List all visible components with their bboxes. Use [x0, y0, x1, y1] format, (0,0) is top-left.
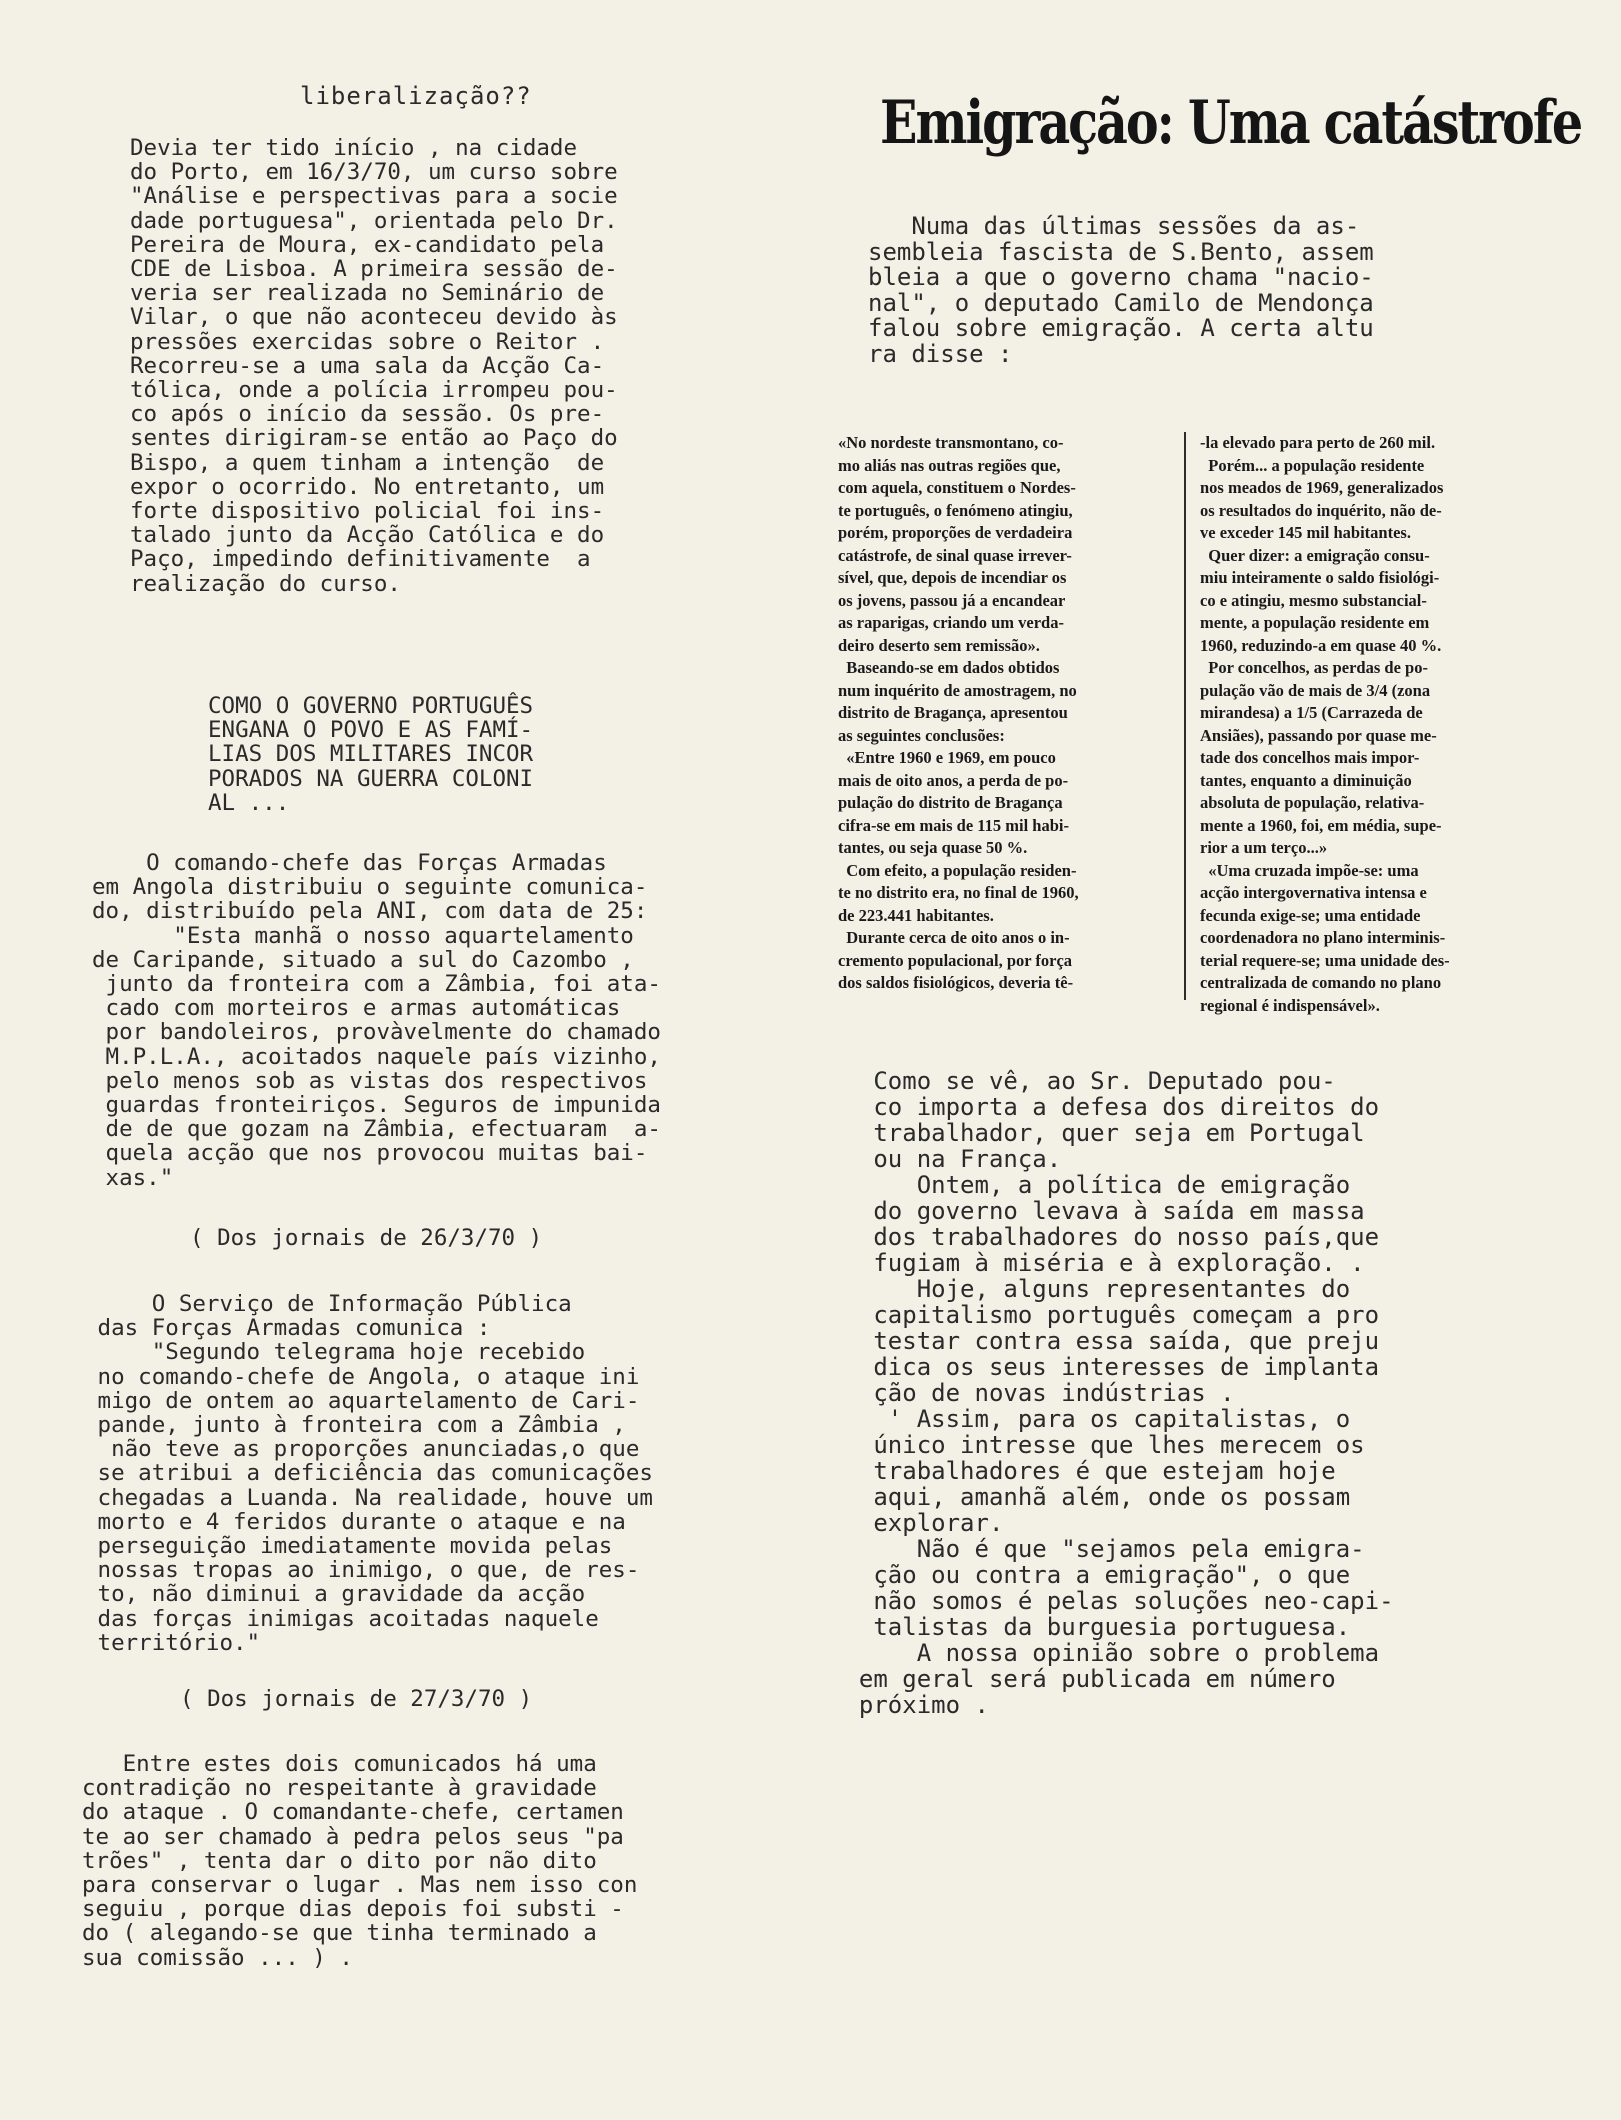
text-line: em Angola distribuiu o seguinte comunica-: [92, 874, 648, 901]
text-line: do ataque . O comandante-chefe, certamen: [82, 1799, 624, 1826]
text-line: Ontem, a política de emigração: [830, 1171, 1351, 1199]
clipping-line: mais de oito anos, a perda de po-: [838, 770, 1069, 790]
text-line: do Porto, em 16/3/70, um curso sobre: [130, 159, 618, 186]
text-line: guardas fronteiriços. Seguros de impunida: [92, 1092, 661, 1119]
text-line: dica os seus interesses de implanta: [830, 1353, 1380, 1381]
clipping-line: pulação do distrito de Bragança: [838, 793, 1063, 812]
clipping-line: de 223.441 habitantes.: [838, 905, 994, 925]
clipping-line: -la elevado para perto de 260 mil.: [1200, 433, 1436, 452]
text-line: do, distribuído pela ANI, com data de 25:: [92, 898, 648, 925]
clipping-line: as seguintes conclusões:: [838, 725, 1005, 745]
clipping-line: Com efeito, a população residen-: [838, 860, 1077, 880]
text-line: realização do curso.: [130, 570, 401, 597]
analysis-paragraph: [82, 1752, 772, 1970]
text-line: pande, junto à fronteira com a Zâmbia ,: [84, 1412, 626, 1439]
text-line: perseguição imediatamente movida pelas: [84, 1533, 613, 1560]
text-line: forte dispositivo policial foi ins-: [130, 498, 605, 525]
clipping-line: miu inteiramente o saldo fisiológi-: [1200, 568, 1440, 587]
clipping-line: Baseando-se em dados obtidos: [838, 658, 1060, 677]
text-line: Hoje, alguns representantes do: [830, 1275, 1351, 1303]
text-line: capitalismo português começam a pro: [830, 1301, 1380, 1329]
text-line: "Análise e perspectivas para a socie: [130, 183, 618, 210]
text-line: PORADOS NA GUERRA COLONI: [208, 765, 534, 792]
clipping-line: «Uma cruzada impõe-se: uma: [1200, 860, 1419, 880]
text-line: do ( alegando-se que tinha terminado a: [82, 1920, 597, 1947]
text-line: Não é que "sejamos pela emigra-: [830, 1535, 1365, 1563]
text-line: Vilar, o que não aconteceu devido às: [130, 304, 618, 331]
text-line: ' Assim, para os capitalistas, o: [830, 1405, 1351, 1433]
source-citation-1: ( Dos jornais de 26/3/70 ): [190, 1225, 543, 1251]
text-line: Entre estes dois comunicados há uma: [82, 1751, 597, 1777]
text-line: morto e 4 feridos durante o ataque e na: [84, 1508, 626, 1535]
clipping-line: nos meados de 1969, generalizados: [1200, 478, 1444, 497]
clipping-line: mo aliás nas outras regiões que,: [838, 455, 1061, 475]
text-line: dos trabalhadores do nosso país,que: [830, 1223, 1380, 1251]
text-line: to, não diminui a gravidade da acção: [84, 1581, 586, 1608]
clipping-line: as raparigas, criando um verda-: [838, 613, 1064, 632]
text-line: talistas da burguesia portuguesa.: [830, 1613, 1351, 1641]
text-line: M.P.L.A., acoitados naquele país vizinho,: [92, 1043, 661, 1070]
text-line: se atribui a deficiência das comunicações: [84, 1460, 653, 1487]
text-line: COMO O GOVERNO PORTUGUÊS: [208, 693, 534, 719]
clipping-line: regional é indispensável».: [1200, 995, 1380, 1015]
newspaper-clipping-left-column: [838, 432, 1168, 995]
text-line: aqui, amanhã além, onde os possam: [830, 1483, 1351, 1511]
text-line: O comando-chefe das Forças Armadas: [92, 850, 607, 876]
text-line: pressões exercidas sobre o Reitor .: [130, 328, 605, 355]
clipping-line: coordenadora no plano interminis-: [1200, 928, 1446, 947]
newspaper-clipping-right-column: [1200, 432, 1540, 1017]
text-line: junto da fronteira com a Zâmbia, foi ata-: [92, 971, 661, 998]
text-line: Numa das últimas sessões da as-: [868, 212, 1360, 240]
source-citation-2: ( Dos jornais de 27/3/70 ): [180, 1686, 533, 1712]
caps-subheading: [208, 694, 728, 815]
clipping-line: os jovens, passou já a encandear: [838, 590, 1066, 610]
clipping-line: «Entre 1960 e 1969, em pouco: [838, 748, 1056, 767]
clipping-line: Por concelhos, as perdas de po-: [1200, 658, 1428, 677]
text-line: fugiam à miséria e à exploração. .: [830, 1249, 1365, 1277]
text-line: de de que gozam na Zâmbia, efectuaram a-: [92, 1116, 661, 1143]
text-line: Devia ter tido início , na cidade: [130, 135, 578, 161]
text-line: território.": [84, 1629, 261, 1656]
clipping-line: «No nordeste transmontano, co-: [838, 433, 1064, 452]
clipping-line: terial requere-se; uma unidade des-: [1200, 950, 1450, 970]
text-line: explorar.: [830, 1509, 1004, 1537]
text-line: bleia a que o governo chama "nacio-: [868, 263, 1374, 291]
text-line: LIAS DOS MILITARES INCOR: [208, 741, 534, 768]
clipping-line: deiro deserto sem remissão».: [838, 635, 1040, 655]
clipping-line: te no distrito era, no final de 1960,: [838, 883, 1079, 902]
text-line: cado com morteiros e armas automáticas: [92, 995, 621, 1022]
clipping-line: sível, que, depois de incendiar os: [838, 568, 1067, 587]
text-line: Paço, impedindo definitivamente a: [130, 546, 591, 573]
text-line: ção ou contra a emigração", o que: [830, 1561, 1351, 1589]
clipping-line: te português, o fenómeno atingiu,: [838, 500, 1073, 520]
text-line: Bispo, a quem tinham a intenção de: [130, 449, 605, 476]
text-line: ou na França.: [830, 1145, 1062, 1173]
clipping-line: cifra-se em mais de 115 mil habi-: [838, 815, 1069, 835]
clipping-column-divider: [1184, 432, 1186, 1000]
text-line: testar contra essa saída, que preju: [830, 1327, 1380, 1355]
text-line: AL ...: [208, 789, 290, 816]
clipping-line: 1960, reduzindo-a em quase 40 %.: [1200, 635, 1442, 655]
clipping-line: Quer dizer: a emigração consu-: [1200, 545, 1430, 565]
emigration-intro-paragraph: [868, 214, 1518, 367]
clipping-line: porém, proporções de verdadeira: [838, 523, 1073, 542]
text-line: A nossa opinião sobre o problema: [830, 1639, 1380, 1667]
text-line: das forças inimigas acoitadas naquele: [84, 1605, 599, 1632]
text-line: O Serviço de Informação Pública: [84, 1291, 572, 1317]
text-line: Pereira de Moura, ex-candidato pela: [130, 231, 605, 258]
text-line: nal", o deputado Camilo de Mendonça: [868, 288, 1374, 317]
clipping-line: Durante cerca de oito anos o in-: [838, 928, 1070, 947]
text-line: ra disse :: [868, 339, 1013, 368]
clipping-line: tantes, enquanto a diminuição: [1200, 770, 1412, 790]
clipping-line: absoluta de população, relativa-: [1200, 793, 1425, 812]
clipping-line: catástrofe, de sinal quase irrever-: [838, 545, 1072, 565]
clipping-line: mirandesa) a 1/5 (Carrazeda de: [1200, 703, 1423, 722]
text-line: em geral será publicada em número: [830, 1665, 1336, 1693]
text-line: veria ser realizada no Seminário de: [130, 280, 605, 307]
text-line: sentes dirigiram-se então ao Paço do: [130, 425, 618, 452]
text-line: "Esta manhã o nosso aquartelamento: [92, 922, 634, 949]
text-line: talado junto da Acção Católica e do: [130, 522, 605, 549]
text-line: dade portuguesa", orientada pelo Dr.: [130, 207, 618, 234]
text-line: Recorreu-se a uma sala da Acção Ca-: [130, 352, 605, 379]
text-line: no comando-chefe de Angola, o ataque ini: [84, 1363, 640, 1390]
clipping-line: rior a um terço...»: [1200, 838, 1328, 857]
text-line: nossas tropas ao inimigo, o que, de res-: [84, 1557, 640, 1584]
text-line: sembleia fascista de S.Bento, assem: [868, 237, 1374, 266]
text-line: co importa a defesa dos direitos do: [830, 1093, 1380, 1121]
text-line: trões" , tenta dar o dito por não dito: [82, 1847, 597, 1874]
clipping-line: mente a 1960, foi, em média, supe-: [1200, 815, 1442, 835]
text-line: único intresse que lhes merecem os: [830, 1431, 1365, 1459]
intro-paragraph: [130, 136, 780, 596]
text-line: do governo levava à saída em massa: [830, 1197, 1365, 1225]
text-line: chegadas a Luanda. Na realidade, houve um: [84, 1484, 653, 1511]
clipping-line: mente, a população residente em: [1200, 613, 1430, 632]
clipping-line: co e atingiu, mesmo substancial-: [1200, 590, 1427, 610]
text-line: expor o ocorrido. No entretanto, um: [130, 473, 605, 500]
text-line: não teve as proporções anunciadas,o que: [84, 1436, 640, 1463]
text-line: te ao ser chamado à pedra pelos seus "pa: [82, 1823, 624, 1850]
clipping-line: tantes, ou seja quase 50 %.: [838, 838, 1028, 857]
communique-paragraph-2: [84, 1292, 774, 1655]
text-line: das Forças Armadas comunica :: [84, 1315, 491, 1342]
text-line: quela acção que nos provocou muitas bai-: [92, 1140, 648, 1167]
clipping-line: num inquérito de amostragem, no: [838, 680, 1077, 700]
text-line: ENGANA O POVO E AS FAMÍ-: [208, 717, 534, 744]
text-line: tólica, onde a polícia irrompeu pou-: [130, 377, 618, 404]
clipping-line: centralizada de comando no plano: [1200, 973, 1442, 992]
clipping-line: tade dos concelhos mais impor-: [1200, 748, 1420, 767]
text-line: ção de novas indústrias .: [830, 1379, 1235, 1407]
clipping-line: ve exceder 145 mil habitantes.: [1200, 523, 1411, 542]
text-line: falou sobre emigração. A certa altu: [868, 314, 1374, 342]
emigration-closing-paragraphs: [830, 1068, 1530, 1718]
clipping-line: Porém... a população residente: [1200, 455, 1425, 475]
communique-paragraph-1: [92, 851, 782, 1190]
text-line: trabalhadores é que estejam hoje: [830, 1457, 1336, 1485]
text-line: Como se vê, ao Sr. Deputado pou-: [830, 1067, 1336, 1095]
text-line: para conservar o lugar . Mas nem isso con: [82, 1872, 638, 1899]
clipping-line: acção intergovernativa intensa e: [1200, 883, 1427, 902]
text-line: migo de ontem ao aquartelamento de Cari-: [84, 1387, 640, 1414]
text-line: por bandoleiros, provàvelmente do chamado: [92, 1019, 661, 1046]
article-title: Emigração: Uma catástrofe: [880, 88, 1582, 158]
text-line: contradição no respeitante à gravidade: [82, 1775, 597, 1802]
text-line: co após o início da sessão. Os pre-: [130, 401, 605, 428]
clipping-line: os resultados do inquérito, não de-: [1200, 500, 1442, 520]
text-line: pelo menos sob as vistas dos respectivos: [92, 1067, 648, 1094]
clipping-line: distrito de Bragança, apresentou: [838, 703, 1068, 722]
text-line: CDE de Lisboa. A primeira sessão de-: [130, 256, 618, 283]
text-line: de Caripande, situado a sul do Cazombo ,: [92, 946, 634, 973]
clipping-line: pulação vão de mais de 3/4 (zona: [1200, 680, 1431, 700]
text-line: xas.": [92, 1164, 174, 1191]
clipping-line: cremento populacional, por força: [838, 950, 1073, 970]
text-line: não somos é pelas soluções neo-capi-: [830, 1587, 1394, 1615]
section-heading-liberalizacao: liberalização??: [300, 82, 532, 110]
clipping-line: fecunda exige-se; uma entidade: [1200, 905, 1421, 925]
clipping-line: Ansiães), passando por quase me-: [1200, 725, 1437, 745]
text-line: "Segundo telegrama hoje recebido: [84, 1339, 586, 1366]
clipping-line: dos saldos fisiológicos, deveria tê-: [838, 973, 1074, 992]
text-line: sua comissão ... ) .: [82, 1944, 353, 1971]
text-line: seguiu , porque dias depois foi substi -: [82, 1896, 624, 1923]
text-line: próximo .: [830, 1691, 989, 1719]
text-line: trabalhador, quer seja em Portugal: [830, 1119, 1365, 1147]
clipping-line: com aquela, constituem o Nordes-: [838, 478, 1076, 497]
